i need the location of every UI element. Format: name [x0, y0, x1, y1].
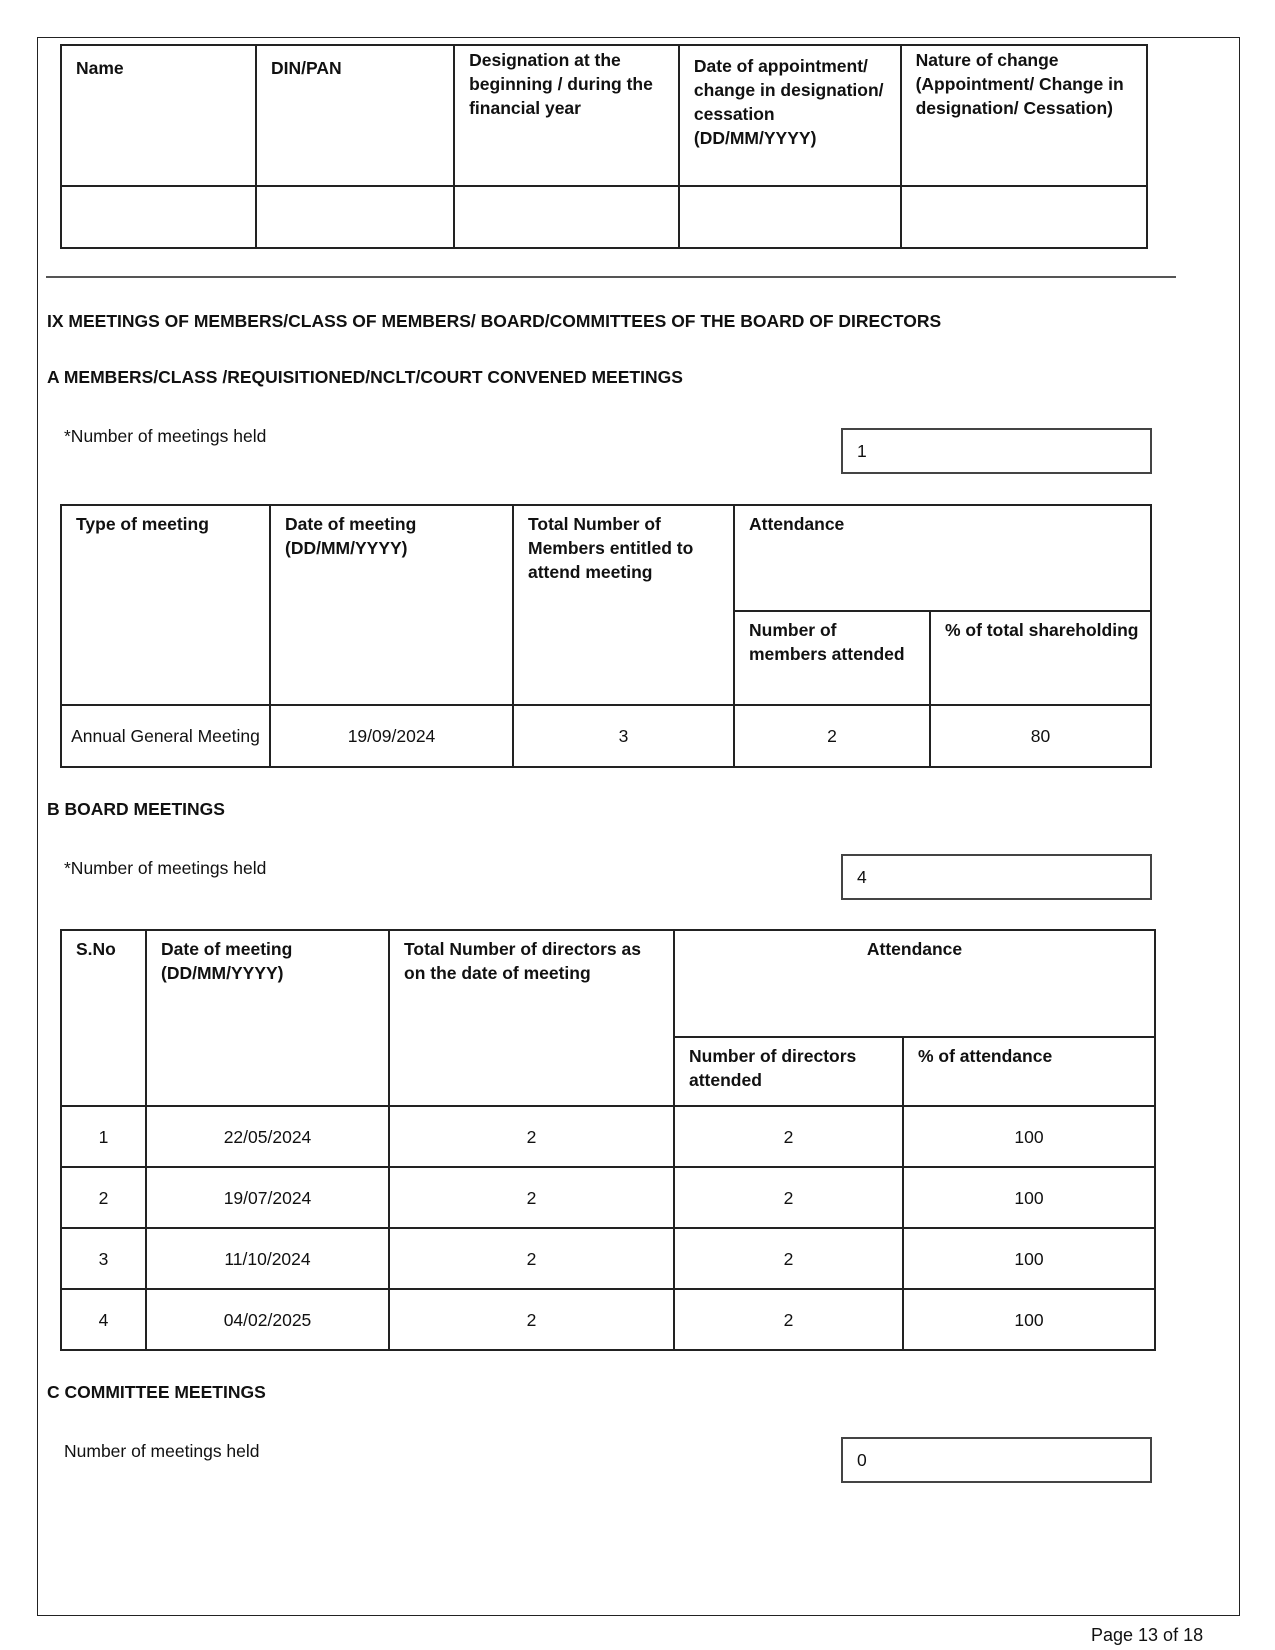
cell-sno: 4 — [61, 1289, 146, 1350]
directors-change-table — [60, 44, 1148, 249]
section-a-title: A MEMBERS/CLASS /REQUISITIONED/NCLT/COURT CONVENED MEETINGS — [47, 367, 683, 387]
page-number: Page 13 of 18 — [1091, 1625, 1204, 1645]
cell-total: 3 — [513, 705, 734, 767]
header-nature-of-change: Nature of change (Appointment/ Change in designation/ Cessation) — [901, 45, 1147, 186]
cell-total: 2 — [389, 1167, 674, 1228]
cell-date: 04/02/2025 — [146, 1289, 389, 1350]
cell-attended: 2 — [674, 1167, 903, 1228]
cell-attended: 2 — [734, 705, 930, 767]
section-c-count-field[interactable]: 0 — [841, 1437, 1152, 1483]
cell-total: 2 — [389, 1228, 674, 1289]
members-meetings-table — [60, 504, 1152, 768]
table-header-row — [61, 45, 1147, 186]
section-ix-title: IX MEETINGS OF MEMBERS/CLASS OF MEMBERS/ BOARD/COMMITTEES OF THE BOARD OF DIRECTORS — [47, 311, 942, 331]
cell-date: 22/05/2024 — [146, 1106, 389, 1167]
header-percent-shareholding: % of total shareholding — [930, 611, 1151, 705]
table-row — [61, 1106, 1155, 1167]
section-b-count-label: *Number of meetings held — [64, 858, 267, 878]
cell-type: Annual General Meeting — [61, 705, 270, 767]
header-percent-attendance: % of attendance — [903, 1037, 1155, 1106]
header-total-directors: Total Number of directors as on the date of meeting — [389, 930, 674, 1106]
table-header-row — [61, 505, 1151, 611]
cell-percent: 100 — [903, 1228, 1155, 1289]
cell-name[interactable] — [61, 186, 256, 248]
table-row — [61, 1167, 1155, 1228]
cell-designation[interactable] — [454, 186, 679, 248]
cell-sno: 1 — [61, 1106, 146, 1167]
cell-attended: 2 — [674, 1289, 903, 1350]
cell-percent: 80 — [930, 705, 1151, 767]
header-din-pan: DIN/PAN — [256, 45, 454, 186]
section-divider — [46, 276, 1176, 278]
cell-date: 19/07/2024 — [146, 1167, 389, 1228]
cell-din-pan[interactable] — [256, 186, 454, 248]
header-attendance: Attendance — [734, 505, 1151, 611]
cell-total: 2 — [389, 1106, 674, 1167]
cell-date: 19/09/2024 — [270, 705, 513, 767]
header-designation: Designation at the beginning / during the financial year — [454, 45, 679, 186]
table-row — [61, 186, 1147, 248]
cell-nature[interactable] — [901, 186, 1147, 248]
section-c-count-label: Number of meetings held — [64, 1441, 260, 1461]
table-row — [61, 705, 1151, 767]
section-b-title: B BOARD MEETINGS — [47, 799, 225, 819]
header-sno: S.No — [61, 930, 146, 1106]
header-date-of-appointment: Date of appointment/ change in designation/ cessation (DD/MM/YYYY) — [679, 45, 901, 186]
header-attendance: Attendance — [674, 930, 1155, 1037]
page-border — [37, 37, 1240, 1616]
cell-date[interactable] — [679, 186, 901, 248]
section-c-title: C COMMITTEE MEETINGS — [47, 1382, 266, 1402]
header-date-of-meeting: Date of meeting (DD/MM/YYYY) — [146, 930, 389, 1106]
header-name: Name — [61, 45, 256, 186]
section-a-count-label: *Number of meetings held — [64, 426, 267, 446]
cell-attended: 2 — [674, 1228, 903, 1289]
cell-percent: 100 — [903, 1106, 1155, 1167]
cell-date: 11/10/2024 — [146, 1228, 389, 1289]
section-a-count-field[interactable]: 1 — [841, 428, 1152, 474]
table-row — [61, 1228, 1155, 1289]
cell-sno: 2 — [61, 1167, 146, 1228]
header-total-members: Total Number of Members entitled to attend meeting — [513, 505, 734, 705]
table-header-row — [61, 930, 1155, 1037]
header-members-attended: Number of members attended — [734, 611, 930, 705]
cell-total: 2 — [389, 1289, 674, 1350]
header-type-of-meeting: Type of meeting — [61, 505, 270, 705]
header-date-of-meeting: Date of meeting (DD/MM/YYYY) — [270, 505, 513, 705]
cell-sno: 3 — [61, 1228, 146, 1289]
cell-percent: 100 — [903, 1289, 1155, 1350]
cell-percent: 100 — [903, 1167, 1155, 1228]
table-row — [61, 1289, 1155, 1350]
board-meetings-table — [60, 929, 1156, 1351]
cell-attended: 2 — [674, 1106, 903, 1167]
section-b-count-field[interactable]: 4 — [841, 854, 1152, 900]
header-directors-attended: Number of directors attended — [674, 1037, 903, 1106]
